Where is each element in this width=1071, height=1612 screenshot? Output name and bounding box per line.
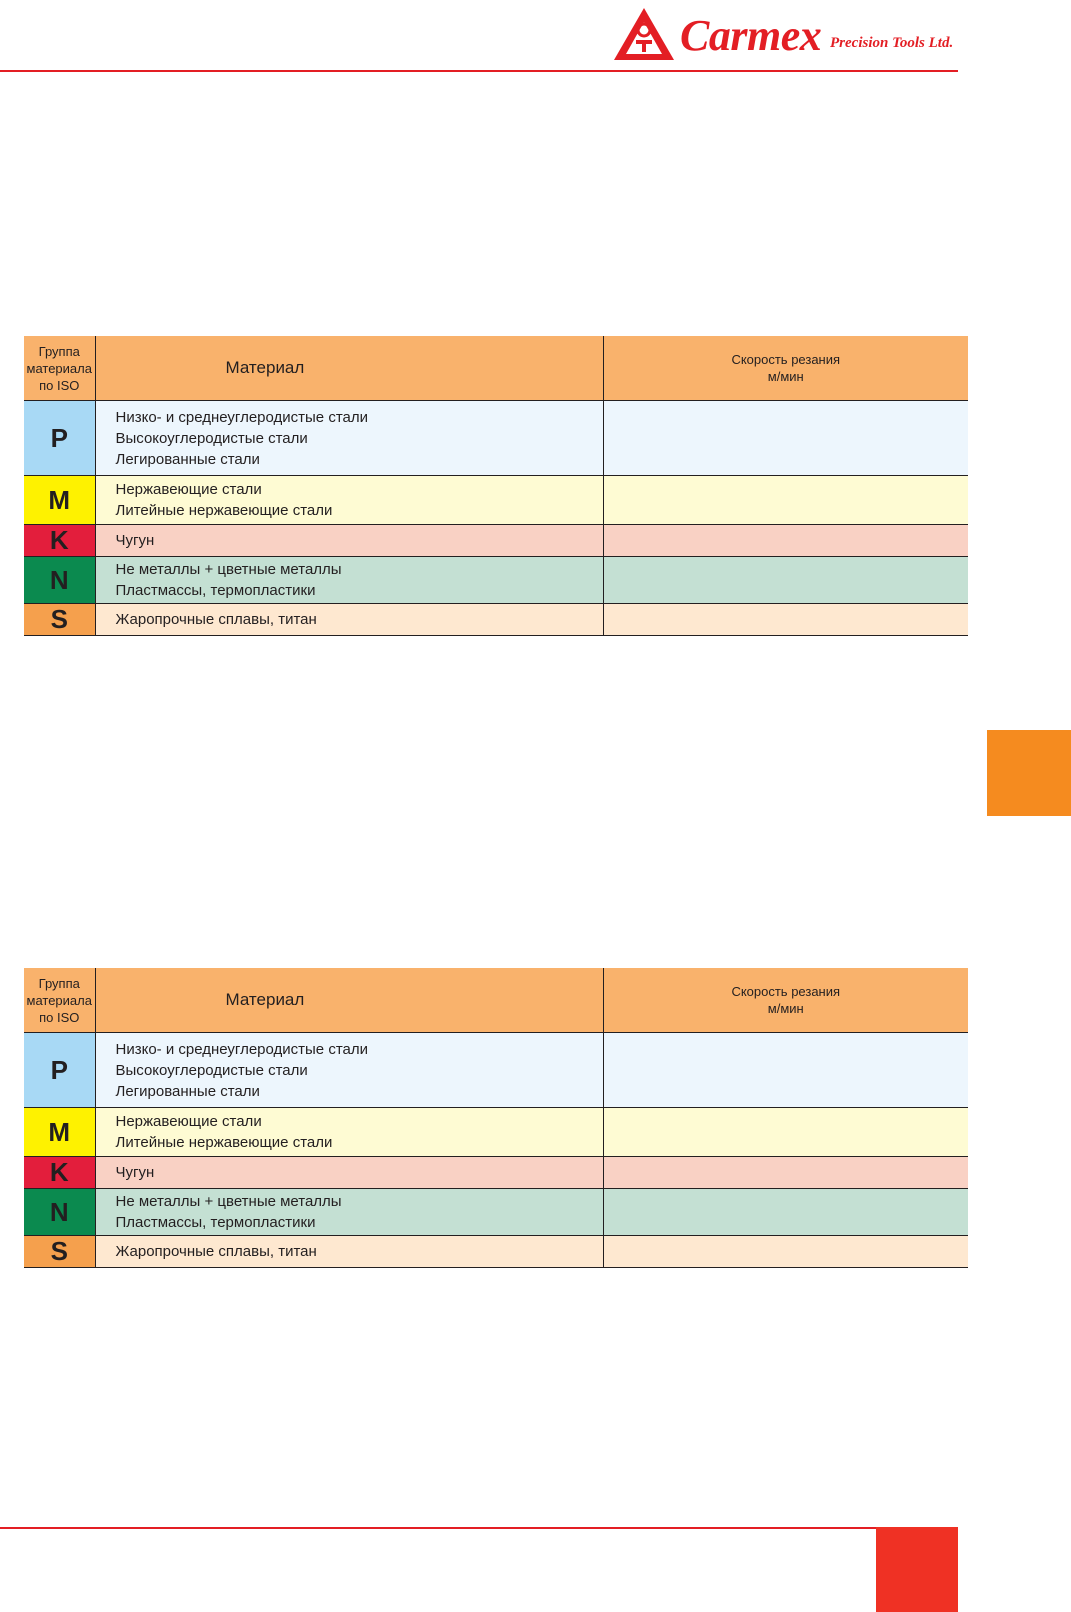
material-cell: Низко- и среднеуглеродистые стали Высокоуглеродистые стали Легированные стали	[95, 1033, 603, 1108]
iso-letter-n: N	[24, 1189, 95, 1236]
carmex-triangle-icon	[612, 6, 676, 62]
bottom-divider	[0, 1527, 876, 1529]
iso-material-table-1	[24, 336, 968, 636]
table-row-s	[24, 604, 968, 636]
table-row-n	[24, 1189, 968, 1236]
table-row-m	[24, 476, 968, 525]
iso-letter-s: S	[24, 1236, 95, 1268]
table-row-k	[24, 1157, 968, 1189]
table-header-row	[24, 968, 968, 1033]
speed-cell	[603, 1033, 968, 1108]
table-row-k	[24, 525, 968, 557]
header-iso-group: Группа материала по ISO	[24, 968, 95, 1033]
material-cell: Чугун	[95, 1157, 603, 1189]
material-cell: Нержавеющие стали Литейные нержавеющие стали	[95, 1108, 603, 1157]
table-row-n	[24, 557, 968, 604]
speed-cell	[603, 1157, 968, 1189]
page-corner-block	[876, 1527, 958, 1612]
header-material: Материал	[95, 968, 603, 1033]
iso-letter-m: M	[24, 1108, 95, 1157]
header-cutting-speed: Скорость резания м/мин	[603, 968, 968, 1033]
material-cell: Жаропрочные сплавы, титан	[95, 1236, 603, 1268]
speed-cell	[603, 1189, 968, 1236]
carmex-logo	[612, 6, 952, 62]
material-cell: Нержавеющие стали Литейные нержавеющие стали	[95, 476, 603, 525]
material-cell: Чугун	[95, 525, 603, 557]
logo-wordmark: Carmex	[680, 11, 822, 60]
iso-letter-k: K	[24, 1157, 95, 1189]
speed-cell	[603, 1108, 968, 1157]
table-row-s	[24, 1236, 968, 1268]
speed-cell	[603, 604, 968, 636]
speed-cell	[603, 525, 968, 557]
header-material: Материал	[95, 336, 603, 401]
material-cell: Не металлы + цветные металлы Пластмассы, термопластики	[95, 1189, 603, 1236]
iso-letter-p: P	[24, 1033, 95, 1108]
speed-cell	[603, 401, 968, 476]
iso-letter-n: N	[24, 557, 95, 604]
logo-subtitle: Precision Tools Ltd.	[830, 35, 954, 51]
iso-letter-s: S	[24, 604, 95, 636]
material-cell: Не металлы + цветные металлы Пластмассы, термопластики	[95, 557, 603, 604]
iso-letter-p: P	[24, 401, 95, 476]
table-row-p	[24, 1033, 968, 1108]
header-iso-group: Группа материала по ISO	[24, 336, 95, 401]
iso-letter-m: M	[24, 476, 95, 525]
table-header-row	[24, 336, 968, 401]
speed-cell	[603, 476, 968, 525]
speed-cell	[603, 557, 968, 604]
table-row-m	[24, 1108, 968, 1157]
iso-material-table-2	[24, 968, 968, 1268]
iso-letter-k: K	[24, 525, 95, 557]
top-divider	[0, 70, 958, 72]
material-cell: Низко- и среднеуглеродистые стали Высокоуглеродистые стали Легированные стали	[95, 401, 603, 476]
material-cell: Жаропрочные сплавы, титан	[95, 604, 603, 636]
section-tab-marker	[987, 730, 1071, 816]
table-row-p	[24, 401, 968, 476]
header-cutting-speed: Скорость резания м/мин	[603, 336, 968, 401]
speed-cell	[603, 1236, 968, 1268]
